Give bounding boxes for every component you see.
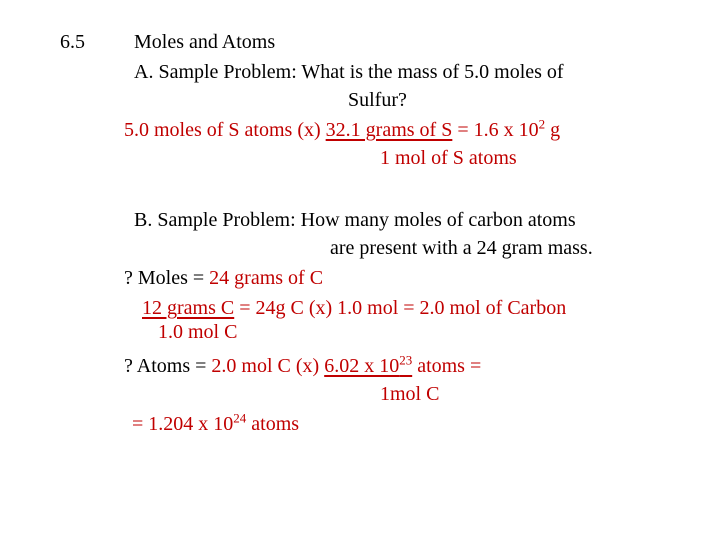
problem-b-answer-exp: 24 bbox=[233, 410, 247, 426]
problem-b-answer-unit: atoms bbox=[246, 413, 300, 435]
problem-b-answer-line bbox=[132, 412, 299, 436]
problem-a-calc-prefix: 5.0 moles of S atoms (x) bbox=[124, 119, 326, 141]
problem-a-calculation bbox=[124, 118, 560, 142]
section-number: 6.5 bbox=[60, 31, 85, 53]
problem-b-atoms-fraction-top-exp: 23 bbox=[399, 352, 413, 368]
problem-b-step1-fraction-bottom: 1.0 mol C bbox=[158, 321, 238, 343]
problem-b-atoms-fraction-top bbox=[324, 352, 413, 377]
problem-b-question-line2: are present with a 24 gram mass. bbox=[330, 237, 593, 259]
problem-b-atoms-fraction-bottom: 1mol C bbox=[380, 383, 440, 405]
problem-b-atoms-fraction-top-base: 6.02 x 10 bbox=[324, 355, 400, 377]
problem-a-question-line1: A. Sample Problem: What is the mass of 5.0 moles of bbox=[134, 61, 564, 83]
problem-a-calc-exponent: 2 bbox=[538, 116, 546, 132]
problem-b-step1-line bbox=[142, 296, 566, 320]
problem-b-moles-line bbox=[124, 266, 323, 290]
problem-b-step1-fraction-top: 12 grams C bbox=[142, 297, 235, 319]
problem-b-atoms-given: 2.0 mol C (x) bbox=[211, 355, 325, 377]
section-title: Moles and Atoms bbox=[134, 31, 276, 53]
problem-b-step1-rest: = 24g C (x) 1.0 mol = 2.0 mol of Carbon bbox=[234, 297, 567, 319]
problem-a-fraction-bottom: 1 mol of S atoms bbox=[380, 147, 517, 169]
problem-a-calc-equals: = 1.6 x 10 bbox=[452, 119, 539, 141]
problem-b-question-line1: B. Sample Problem: How many moles of carbon atoms bbox=[134, 209, 576, 231]
problem-a-calc-unit: g bbox=[545, 119, 561, 141]
problem-b-atoms-label: ? Atoms = bbox=[124, 355, 212, 377]
problem-b-moles-given: 24 grams of C bbox=[209, 267, 324, 289]
problem-b-atoms-rest: atoms = bbox=[412, 355, 482, 377]
problem-a-question-line2: Sulfur? bbox=[348, 89, 407, 111]
problem-a-fraction-top: 32.1 grams of S bbox=[325, 119, 453, 141]
problem-b-answer-prefix: = 1.204 x 10 bbox=[132, 413, 234, 435]
problem-b-moles-label: ? Moles = bbox=[124, 267, 210, 289]
problem-b-atoms-line bbox=[124, 354, 481, 378]
